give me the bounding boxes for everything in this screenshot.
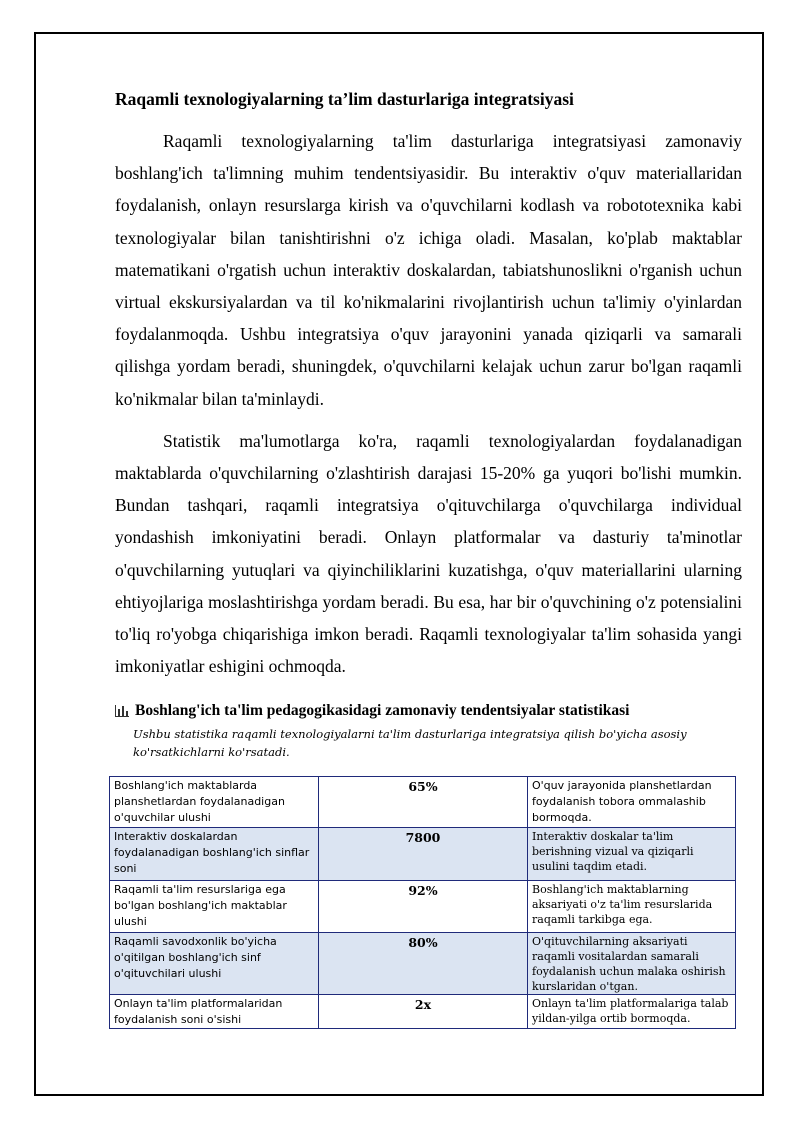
stats-note: Ushbu statistika raqamli texnologiyalarni ta'lim dasturlariga integratsiya qilish bo'yicha asosiy ko'rsatkichlarni ko'rsatadi. <box>133 727 687 760</box>
row-label: Boshlang'ich maktablarda planshetlardan foydalanadigan o'quvchilar ulushi <box>110 777 319 828</box>
table-row <box>110 777 736 828</box>
row-label: Raqamli savodxonlik bo'yicha o'qitilgan boshlang'ich sinf o'qituvchilari ulushi <box>110 933 319 995</box>
row-value: 2x <box>319 995 528 1029</box>
row-label: Raqamli ta'lim resurslariga ega bo'lgan boshlang'ich maktablar ulushi <box>110 881 319 933</box>
table-row <box>110 995 736 1029</box>
row-note: Onlayn ta'lim platformalariga talab yildan-yilga ortib bormoqda. <box>528 995 736 1029</box>
paragraph-2: Statistik ma'lumotlarga ko'ra, raqamli texnologiyalardan foydalanadigan maktablarda o'quvchilarning o'zlashtirish darajasi 15-20% ga yuqori bo'lishi mumkin. Bundan tashqari, raqamli integratsiya o'qituvchilarga o'quvchilarga individual yondashish imkoniyatini beradi. Onlayn platformalar va dasturiy ta'minotlar o'quvchilarning yutuqlari va qiyinchiliklarini kuzatishga, o'quv materiallarini ularning ehtiyojlariga moslashtirishga yordam beradi. Bu esa, har bir o'quvchining o'z potensialini to'liq ro'yobga chiqarishiga imkon beradi. Raqamli texnologiyalar ta'lim sohasida yangi imkoniyatlar eshigini ochmoqda. <box>115 430 742 677</box>
bar-chart-icon <box>115 705 129 717</box>
row-note: O'quv jarayonida planshetlardan foydalanish tobora ommalashib bormoqda. <box>528 777 736 828</box>
table-row <box>110 881 736 933</box>
stats-table <box>109 776 736 1029</box>
row-label: Onlayn ta'lim platformalaridan foydalanish soni o'sishi <box>110 995 319 1029</box>
row-note: Interaktiv doskalar ta'lim berishning vizual va qiziqarli usulini taqdim etadi. <box>528 828 736 881</box>
row-value: 65% <box>319 777 528 828</box>
paragraph-1: Raqamli texnologiyalarning ta'lim dasturlariga integratsiyasi zamonaviy boshlang'ich ta'limning muhim tendentsiyasidir. Bu interaktiv o'quv materiallaridan foydalanish, onlayn resurslarga kirish va o'quvchilarni kodlash va robototexnika kabi texnologiyalar bilan tanishtirishni o'z ichiga oladi. Masalan, ko'plab maktablar matematikani o'rgatish uchun interaktiv doskalardan, tabiatshunoslikni o'rganish uchun virtual ekskursiyalardan va til ko'nikmalarini rivojlantirish uchun ta'limiy o'yinlardan foydalanmoqda. Ushbu integratsiya o'quv jarayonini yanada qiziqarli va samarali qilishga yordam beradi, shuningdek, o'quvchilarni kelajak uchun zarur bo'lgan raqamli ko'nikmalar bilan ta'minlaydi. <box>115 131 742 409</box>
row-label: Interaktiv doskalardan foydalanadigan boshlang'ich sinflar soni <box>110 828 319 881</box>
table-row <box>110 828 736 881</box>
row-value: 7800 <box>319 828 528 881</box>
stats-title-text: Boshlang'ich ta'lim pedagogikasidagi zamonaviy tendentsiyalar statistikasi <box>135 702 630 720</box>
table-row <box>110 933 736 995</box>
row-note: O'qituvchilarning aksariyati raqamli vositalardan samarali foydalanish uchun malaka oshirish kurslaridan o'tgan. <box>528 933 736 995</box>
row-note: Boshlang'ich maktablarning aksariyati o'z ta'lim resurslarida raqamli tarkibga ega. <box>528 881 736 933</box>
document-body <box>115 88 742 761</box>
row-value: 80% <box>319 933 528 995</box>
row-value: 92% <box>319 881 528 933</box>
stats-title <box>115 701 742 721</box>
section-heading: Raqamli texnologiyalarning ta’lim dasturlariga integratsiyasi <box>115 89 574 109</box>
